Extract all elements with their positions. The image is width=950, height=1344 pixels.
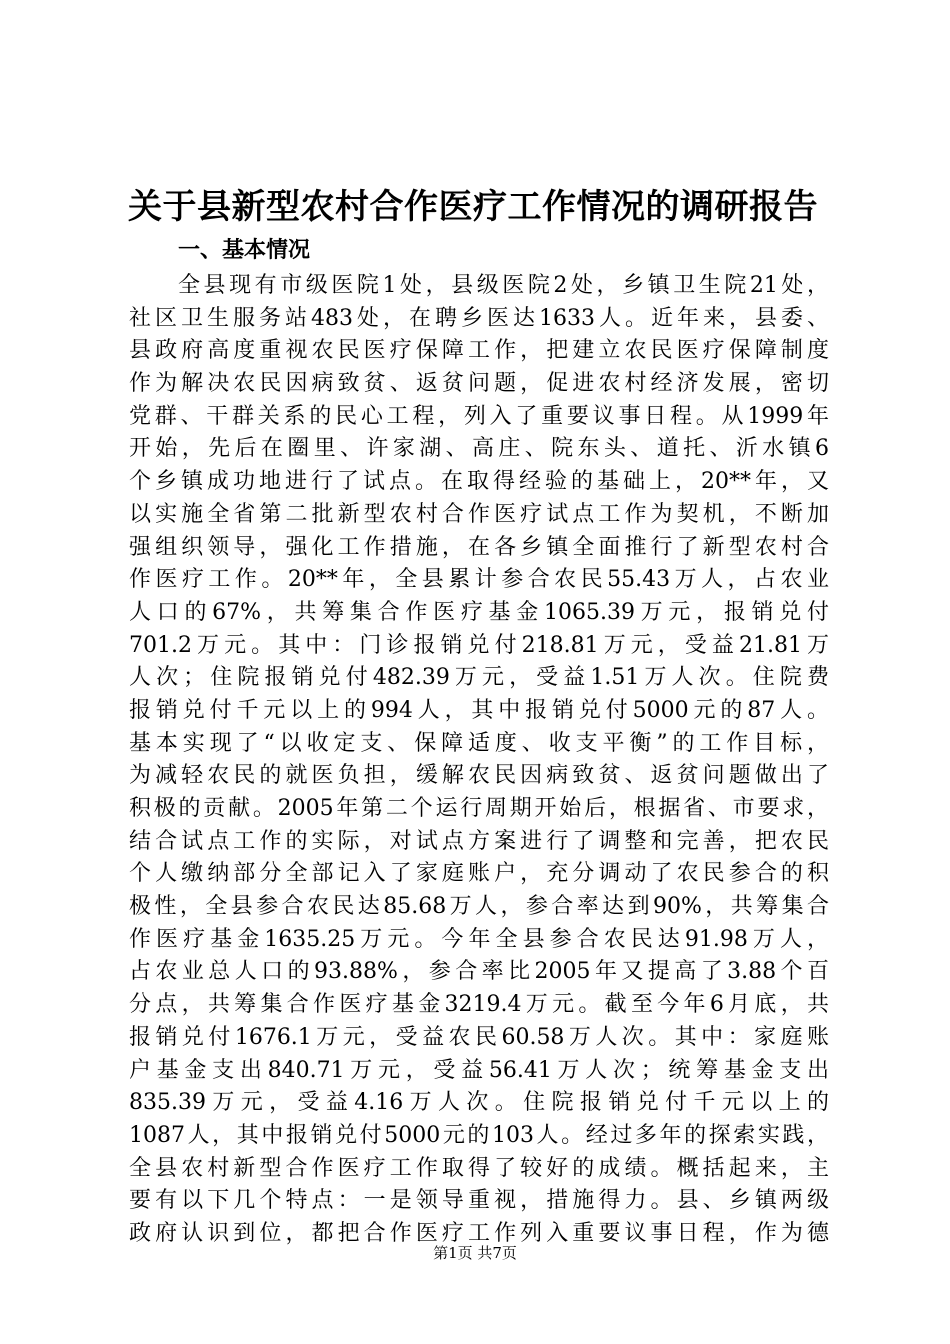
- text-line: 县政府高度重视农民医疗保障工作，把建立农民医疗保障制度: [129, 338, 829, 364]
- text-line: 要有以下几个特点：一是领导重视，措施得力。县、乡镇两级: [129, 1188, 829, 1214]
- text-line: 社区卫生服务站483处，在聘乡医达1633人。近年来，县委、: [129, 305, 829, 331]
- document-title: 关于县新型农村合作医疗工作情况的调研报告: [128, 187, 818, 227]
- text-line: 全县现有市级医院1处，县级医院2处，乡镇卫生院21处，: [178, 273, 829, 298]
- text-line: 积极的贡献。2005年第二个运行周期开始后，根据省、市要求，: [129, 796, 829, 821]
- text-line: 作医疗工作。20**年，全县累计参合农民55.43万人，占农业: [129, 567, 829, 593]
- text-line: 作医疗基金1635.25万元。今年全县参合农民达91.98万人，: [129, 926, 829, 952]
- text-line: 个人缴纳部分全部记入了家庭账户，充分调动了农民参合的积: [129, 861, 829, 887]
- text-line: 为减轻农民的就医负担，缓解农民因病致贫、返贫问题做出了: [129, 763, 829, 789]
- text-line: 701.2万元。其中：门诊报销兑付218.81万元，受益21.81万: [129, 632, 829, 658]
- text-line: 党群、干群关系的民心工程，列入了重要议事日程。从1999年: [129, 403, 829, 429]
- body-paragraph: [129, 270, 829, 1251]
- text-line: 以实施全省第二批新型农村合作医疗试点工作为契机，不断加: [129, 501, 829, 527]
- text-line: 1087人，其中报销兑付5000元的103人。经过多年的探索实践，: [129, 1122, 829, 1148]
- text-line: 政府认识到位，都把合作医疗工作列入重要议事日程，作为德: [129, 1220, 829, 1246]
- text-line: 个乡镇成功地进行了试点。在取得经验的基础上，20**年，又: [129, 469, 829, 495]
- text-line: 开始，先后在圈里、许家湖、高庄、院东头、道托、沂水镇6: [129, 436, 829, 462]
- text-line: 极性，全县参合农民达85.68万人，参合率达到90%，共筹集合: [129, 894, 829, 920]
- text-line: 基本实现了“以收定支、保障适度、收支平衡”的工作目标，: [129, 730, 829, 756]
- text-line: 结合试点工作的实际，对试点方案进行了调整和完善，把农民: [129, 828, 829, 854]
- page-footer: 第1页 共7页: [433, 1244, 517, 1262]
- text-line: 人次；住院报销兑付482.39万元，受益1.51万人次。住院费: [129, 665, 829, 691]
- text-line: 占农业总人口的93.88%，参合率比2005年又提高了3.88个百: [129, 959, 829, 985]
- text-line: 835.39万元，受益4.16万人次。住院报销兑付千元以上的: [129, 1090, 829, 1116]
- text-line: 作为解决农民因病致贫、返贫问题，促进农村经济发展，密切: [129, 371, 829, 397]
- text-line: 强组织领导，强化工作措施，在各乡镇全面推行了新型农村合: [129, 534, 829, 560]
- text-line: 报销兑付千元以上的994人，其中报销兑付5000元的87人。: [129, 697, 829, 723]
- text-line: 人口的67%，共筹集合作医疗基金1065.39万元，报销兑付: [129, 599, 829, 625]
- text-line: 户基金支出840.71万元，受益56.41万人次；统筹基金支出: [129, 1057, 829, 1083]
- text-line: 全县农村新型合作医疗工作取得了较好的成绩。概括起来，主: [129, 1155, 829, 1181]
- section-heading: 一、基本情况: [178, 238, 311, 263]
- text-line: 分点，共筹集合作医疗基金3219.4万元。截至今年6月底，共: [129, 992, 829, 1018]
- text-line: 报销兑付1676.1万元，受益农民60.58万人次。其中：家庭账: [129, 1024, 829, 1050]
